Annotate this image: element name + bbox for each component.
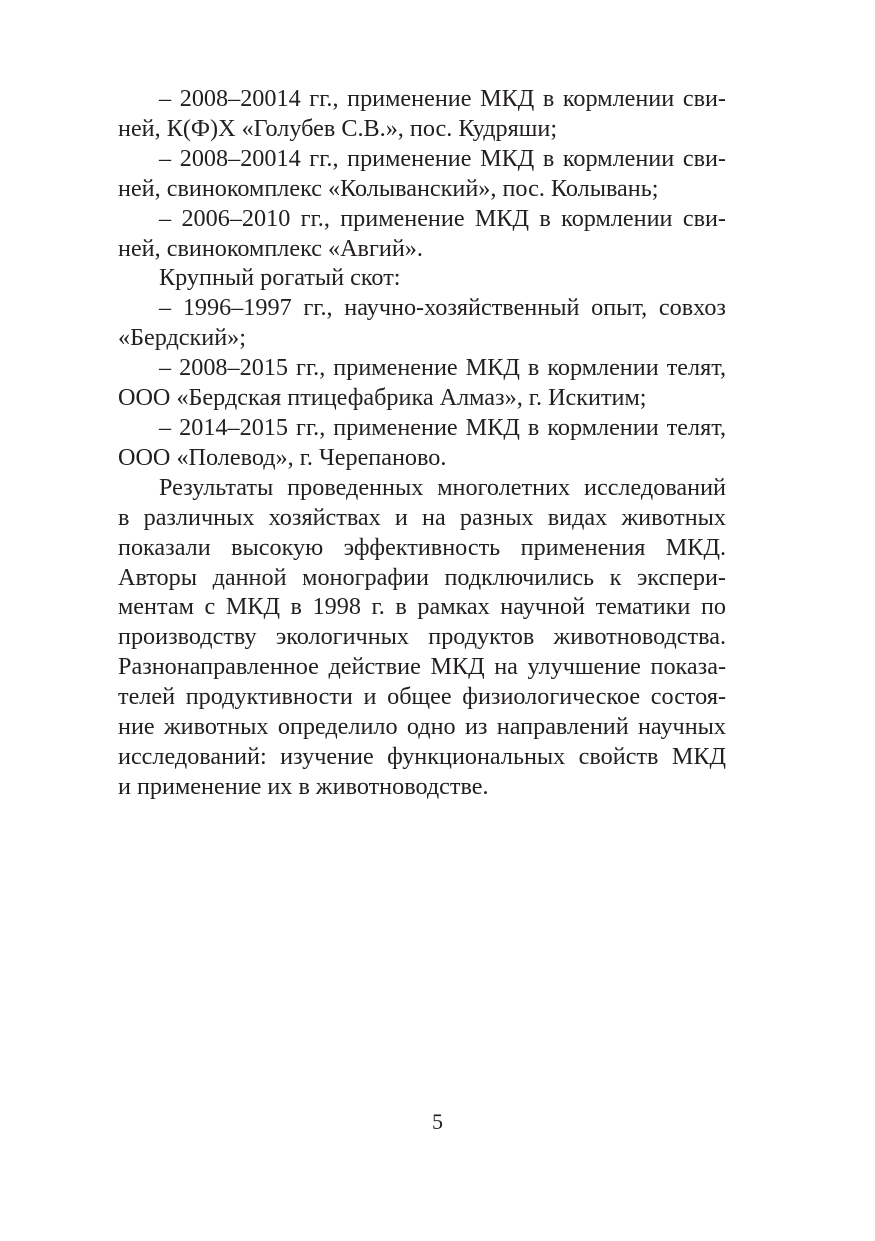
- text-line: ние животных определило одно из направлений научных: [118, 713, 726, 741]
- text-line: производству экологичных продуктов животноводства.: [118, 623, 726, 651]
- text-line: ней, К(Ф)Х «Голубев С.В.», пос. Кудряши;: [118, 114, 558, 142]
- paragraph: [118, 293, 726, 353]
- text-line: телей продуктивности и общее физиологическое состоя-: [118, 683, 726, 711]
- text-line: ней, свинокомплекс «Авгий».: [118, 234, 423, 262]
- text-line: и применение их в животноводстве.: [118, 772, 489, 800]
- paragraph: [118, 413, 726, 473]
- text-line: Разнонаправленное действие МКД на улучшение показа-: [118, 653, 726, 681]
- text-line: «Бердский»;: [118, 324, 246, 352]
- page-number: 5: [432, 1109, 443, 1134]
- text-line: ментам с МКД в 1998 г. в рамках научной тематики по: [118, 593, 726, 621]
- text-line: Авторы данной монографии подключились к экспери-: [118, 563, 726, 591]
- text-line: – 2008–20014 гг., применение МКД в кормлении сви-: [159, 144, 726, 172]
- text-line: Крупный рогатый скот:: [159, 264, 401, 292]
- text-line: ООО «Полевод», г. Черепаново.: [118, 443, 447, 471]
- paragraph: [118, 144, 726, 204]
- text-line: – 1996–1997 гг., научно-хозяйственный опыт, совхоз: [159, 294, 726, 322]
- text-line: Результаты проведенных многолетних исследований: [159, 473, 726, 501]
- body-text: [118, 84, 726, 802]
- paragraph: [118, 84, 726, 144]
- text-line: исследований: изучение функциональных свойств МКД: [118, 742, 726, 770]
- paragraph: [118, 353, 726, 413]
- text-line: – 2008–2015 гг., применение МКД в кормлении телят,: [159, 354, 726, 382]
- paragraph: [118, 263, 726, 293]
- paragraph: [118, 473, 726, 802]
- text-line: в различных хозяйствах и на разных видах животных: [118, 503, 726, 531]
- text-line: показали высокую эффективность применения МКД.: [118, 533, 726, 561]
- text-line: – 2008–20014 гг., применение МКД в кормлении сви-: [159, 85, 726, 112]
- text-line: ней, свинокомплекс «Колыванский», пос. Колывань;: [118, 174, 659, 202]
- text-line: – 2014–2015 гг., применение МКД в кормлении телят,: [159, 413, 726, 441]
- paragraph: [118, 204, 726, 264]
- text-line: ООО «Бердская птицефабрика Алмаз», г. Искитим;: [118, 384, 647, 412]
- text-line: – 2006–2010 гг., применение МКД в кормлении сви-: [159, 204, 726, 232]
